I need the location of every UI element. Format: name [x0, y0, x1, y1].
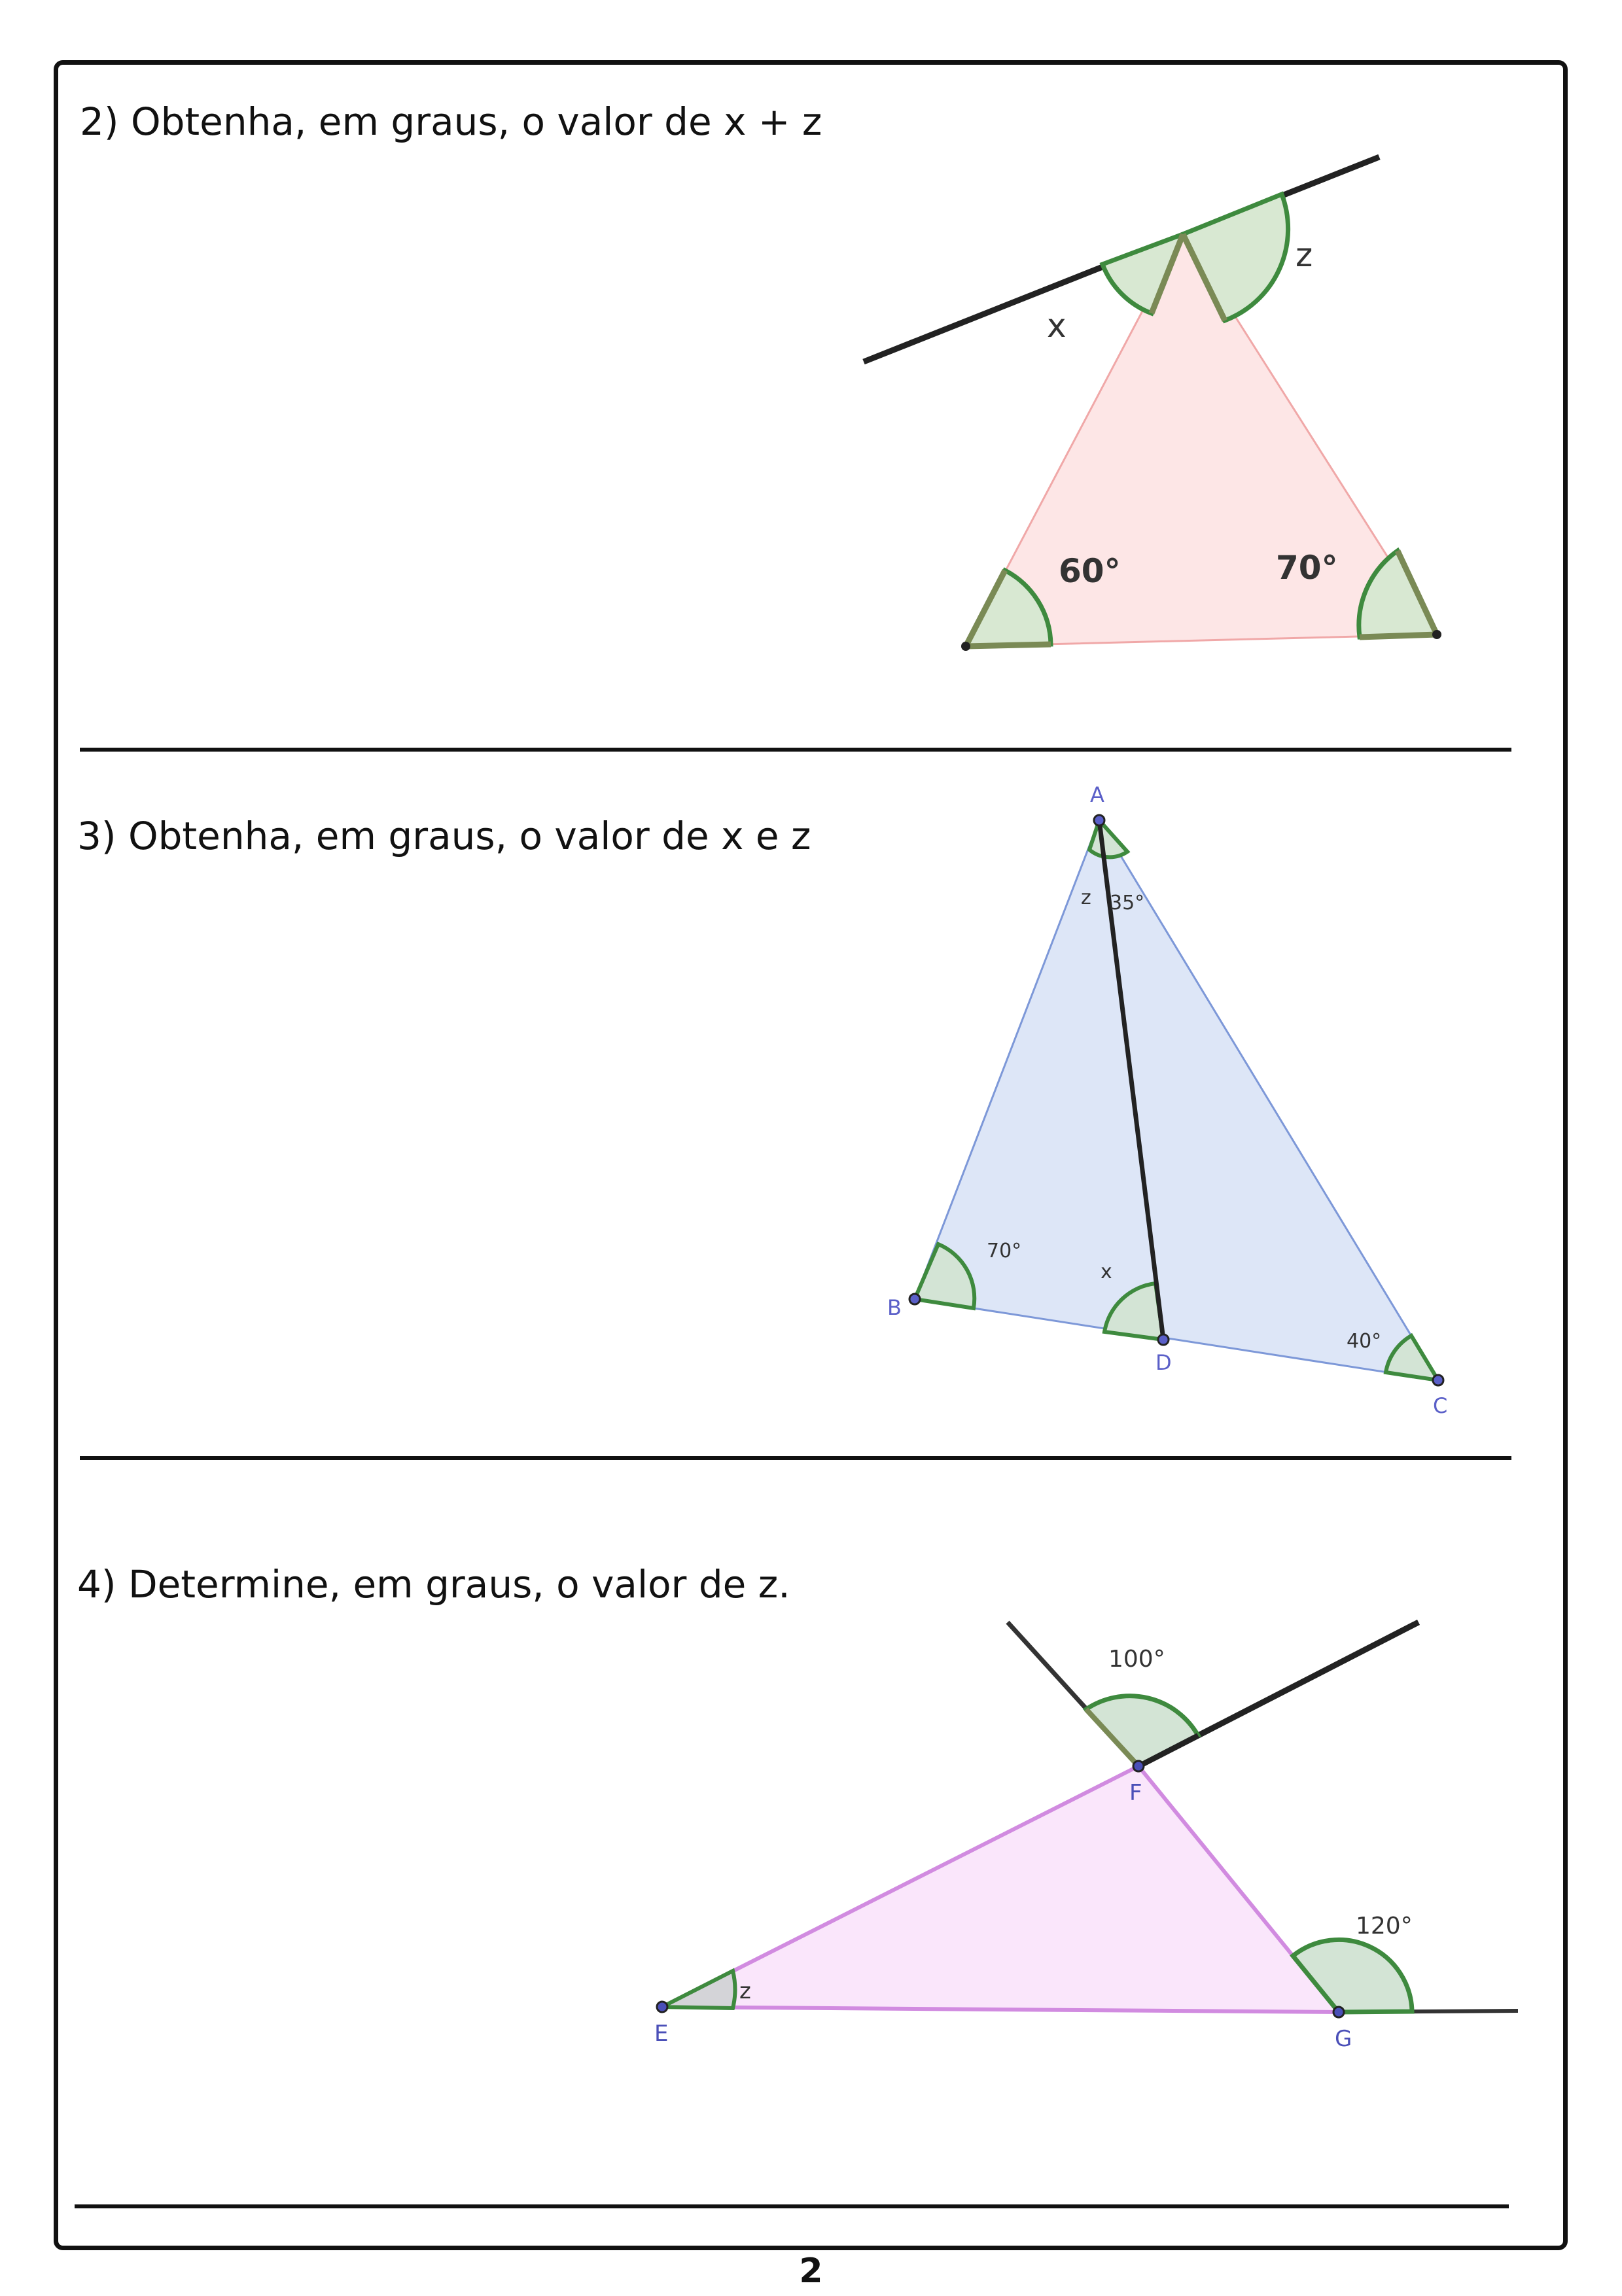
- divider-1: [80, 748, 1511, 752]
- fig2-label-60: 60°: [1059, 552, 1121, 590]
- fig3-label-c: C: [1433, 1393, 1448, 1418]
- fig4-label-100: 100°: [1108, 1646, 1165, 1673]
- fig3-angle-a-arc: [1089, 820, 1127, 857]
- page-number: 2: [799, 2252, 823, 2291]
- fig4-angle-e-arc: [662, 1971, 735, 2008]
- fig4-point-f: [1133, 1761, 1144, 1771]
- fig3-label-a: A: [1090, 782, 1104, 807]
- fig4-label-z: z: [739, 1978, 751, 2004]
- fig3-label-d: D: [1155, 1350, 1172, 1375]
- figure-3-triangle: [877, 778, 1505, 1426]
- divider-3: [75, 2204, 1509, 2208]
- fig3-label-35: 35°: [1110, 892, 1145, 914]
- fig3-triangle: [915, 820, 1438, 1380]
- fig3-label-x: x: [1101, 1261, 1112, 1283]
- fig4-label-g: G: [1335, 2026, 1352, 2052]
- fig3-point-c: [1433, 1375, 1443, 1385]
- fig4-label-120: 120°: [1356, 1913, 1413, 1939]
- fig2-label-z: z: [1296, 236, 1313, 274]
- fig3-point-a: [1094, 815, 1104, 826]
- fig4-point-e: [657, 2002, 667, 2012]
- question-3-text: 3) Obtenha, em graus, o valor de x e z: [77, 814, 811, 858]
- fig2-label-70: 70°: [1276, 549, 1338, 587]
- fig4-label-f: F: [1129, 1780, 1142, 1806]
- question-2-text: 2) Obtenha, em graus, o valor de x + z: [80, 99, 822, 144]
- fig3-point-b: [909, 1294, 920, 1304]
- figure-2-triangle: [851, 150, 1479, 661]
- fig3-label-40: 40°: [1347, 1330, 1382, 1353]
- fig3-label-b: B: [887, 1295, 902, 1320]
- fig4-triangle: [662, 1766, 1339, 2012]
- fig3-point-d: [1158, 1334, 1169, 1345]
- fig4-label-e: E: [654, 2021, 669, 2047]
- fig3-label-z: z: [1081, 886, 1091, 909]
- figure-4-triangle: [641, 1616, 1525, 2087]
- fig4-point-g: [1333, 2007, 1344, 2017]
- divider-2: [80, 1456, 1511, 1460]
- question-4-text: 4) Determine, em graus, o valor de z.: [77, 1562, 790, 1607]
- fig2-label-x: x: [1047, 307, 1067, 345]
- fig3-label-70: 70°: [987, 1240, 1022, 1262]
